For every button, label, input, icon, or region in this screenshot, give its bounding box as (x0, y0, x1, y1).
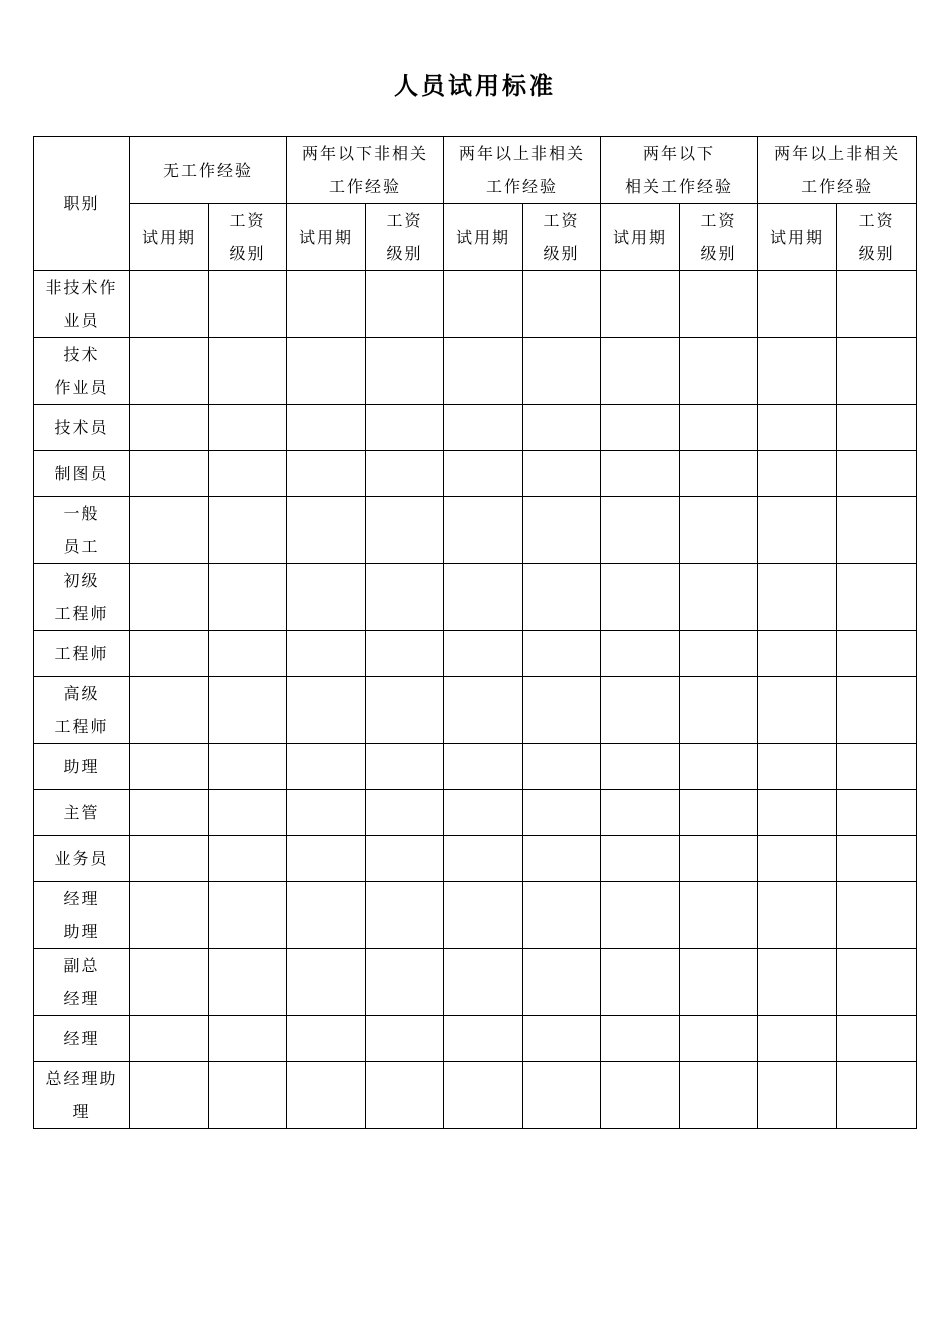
empty-value-cell[interactable] (366, 564, 444, 631)
role-header-label: 职别 (63, 194, 100, 213)
empty-value-cell[interactable] (601, 451, 680, 497)
empty-value-cell[interactable] (680, 949, 758, 1016)
subheader-trial-cell (130, 204, 209, 271)
empty-value-cell[interactable] (523, 271, 601, 338)
group-header-line2: 工作经验 (486, 177, 559, 196)
empty-value-cell[interactable] (209, 564, 287, 631)
subheader-wage-line2: 级别 (858, 244, 895, 263)
table-row (34, 882, 917, 949)
empty-value-cell[interactable] (444, 271, 523, 338)
table-body (34, 137, 917, 1129)
subheader-trial-label: 试用期 (299, 227, 354, 247)
group-header-line1: 无工作经验 (163, 160, 254, 180)
table-row (34, 631, 917, 677)
empty-value-cell[interactable] (601, 631, 680, 677)
empty-value-cell[interactable] (837, 790, 917, 836)
empty-value-cell[interactable] (758, 564, 837, 631)
role-cell (34, 405, 130, 451)
empty-value-cell[interactable] (444, 677, 523, 744)
empty-value-cell[interactable] (523, 790, 601, 836)
role-cell (34, 451, 130, 497)
empty-value-cell[interactable] (130, 1062, 209, 1129)
empty-value-cell[interactable] (444, 497, 523, 564)
header-row-groups (34, 137, 917, 204)
group-header-line2: 工作经验 (801, 177, 874, 196)
empty-value-cell[interactable] (287, 271, 366, 338)
empty-value-cell[interactable] (523, 949, 601, 1016)
empty-value-cell[interactable] (209, 1062, 287, 1129)
role-label-line2: 员工 (63, 537, 100, 556)
empty-value-cell[interactable] (130, 949, 209, 1016)
subheader-trial-label: 试用期 (770, 227, 825, 247)
role-cell (34, 744, 130, 790)
empty-value-cell[interactable] (366, 1062, 444, 1129)
empty-value-cell[interactable] (680, 836, 758, 882)
empty-value-cell[interactable] (601, 836, 680, 882)
empty-value-cell[interactable] (366, 271, 444, 338)
empty-value-cell[interactable] (523, 744, 601, 790)
subheader-wage-line2: 级别 (229, 244, 266, 263)
empty-value-cell[interactable] (366, 882, 444, 949)
empty-value-cell[interactable] (680, 1016, 758, 1062)
empty-value-cell[interactable] (130, 405, 209, 451)
empty-value-cell[interactable] (758, 631, 837, 677)
empty-value-cell[interactable] (366, 790, 444, 836)
role-label-line1: 助理 (63, 757, 100, 776)
role-label-line1: 一般 (63, 504, 100, 523)
empty-value-cell[interactable] (366, 338, 444, 405)
empty-value-cell[interactable] (837, 677, 917, 744)
subheader-trial-label: 试用期 (613, 227, 668, 247)
empty-value-cell[interactable] (680, 744, 758, 790)
empty-value-cell[interactable] (287, 564, 366, 631)
empty-value-cell[interactable] (680, 790, 758, 836)
empty-value-cell[interactable] (444, 790, 523, 836)
empty-value-cell[interactable] (758, 497, 837, 564)
role-label-line2: 工程师 (54, 717, 109, 736)
role-label-line1: 副总 (63, 956, 100, 975)
role-cell (34, 271, 130, 338)
subheader-wage-line2: 级别 (543, 244, 580, 263)
role-label-line2: 业员 (63, 311, 100, 330)
subheader-wage-cell (209, 204, 287, 271)
role-label-line2: 理 (72, 1102, 91, 1121)
empty-value-cell[interactable] (680, 451, 758, 497)
empty-value-cell[interactable] (758, 882, 837, 949)
subheader-wage-cell (837, 204, 917, 271)
empty-value-cell[interactable] (287, 677, 366, 744)
header-row-subheaders (34, 204, 917, 271)
empty-value-cell[interactable] (444, 338, 523, 405)
empty-value-cell[interactable] (130, 338, 209, 405)
role-label-line1: 技术 (63, 345, 100, 364)
role-label-line1: 业务员 (54, 849, 109, 868)
empty-value-cell[interactable] (837, 744, 917, 790)
empty-value-cell[interactable] (758, 271, 837, 338)
group-header-cell (758, 137, 917, 204)
empty-value-cell[interactable] (601, 1016, 680, 1062)
empty-value-cell[interactable] (837, 836, 917, 882)
empty-value-cell[interactable] (287, 1016, 366, 1062)
empty-value-cell[interactable] (130, 744, 209, 790)
empty-value-cell[interactable] (680, 338, 758, 405)
probation-standard-table (33, 136, 917, 1129)
empty-value-cell[interactable] (366, 949, 444, 1016)
empty-value-cell[interactable] (444, 1062, 523, 1129)
table-row (34, 1062, 917, 1129)
empty-value-cell[interactable] (523, 677, 601, 744)
empty-value-cell[interactable] (209, 836, 287, 882)
empty-value-cell[interactable] (758, 949, 837, 1016)
subheader-wage-cell (680, 204, 758, 271)
empty-value-cell[interactable] (444, 451, 523, 497)
subheader-wage-line1: 工资 (229, 211, 266, 230)
role-label-line1: 经理 (63, 889, 100, 908)
empty-value-cell[interactable] (523, 631, 601, 677)
empty-value-cell[interactable] (837, 1062, 917, 1129)
empty-value-cell[interactable] (209, 744, 287, 790)
empty-value-cell[interactable] (601, 677, 680, 744)
empty-value-cell[interactable] (601, 338, 680, 405)
subheader-wage-line1: 工资 (543, 211, 580, 230)
page-title: 人员试用标准 (394, 71, 556, 100)
group-header-cell (601, 137, 758, 204)
empty-value-cell[interactable] (287, 949, 366, 1016)
empty-value-cell[interactable] (758, 451, 837, 497)
empty-value-cell[interactable] (601, 497, 680, 564)
table-row (34, 790, 917, 836)
empty-value-cell[interactable] (130, 451, 209, 497)
empty-value-cell[interactable] (444, 882, 523, 949)
empty-value-cell[interactable] (601, 405, 680, 451)
empty-value-cell[interactable] (444, 1016, 523, 1062)
role-cell (34, 949, 130, 1016)
empty-value-cell[interactable] (209, 451, 287, 497)
empty-value-cell[interactable] (444, 836, 523, 882)
table-row (34, 497, 917, 564)
empty-value-cell[interactable] (601, 564, 680, 631)
empty-value-cell[interactable] (601, 790, 680, 836)
empty-value-cell[interactable] (837, 451, 917, 497)
empty-value-cell[interactable] (680, 405, 758, 451)
role-cell (34, 631, 130, 677)
empty-value-cell[interactable] (209, 405, 287, 451)
role-label-line2: 作业员 (54, 378, 109, 397)
role-label-line1: 主管 (63, 803, 100, 822)
empty-value-cell[interactable] (837, 497, 917, 564)
empty-value-cell[interactable] (209, 338, 287, 405)
empty-value-cell[interactable] (837, 564, 917, 631)
empty-value-cell[interactable] (209, 271, 287, 338)
role-label-line1: 初级 (63, 571, 100, 590)
empty-value-cell[interactable] (209, 631, 287, 677)
role-cell (34, 836, 130, 882)
empty-value-cell[interactable] (680, 564, 758, 631)
table-row (34, 338, 917, 405)
empty-value-cell[interactable] (287, 882, 366, 949)
role-label-line1: 技术员 (54, 418, 109, 437)
empty-value-cell[interactable] (444, 564, 523, 631)
empty-value-cell[interactable] (601, 882, 680, 949)
empty-value-cell[interactable] (758, 744, 837, 790)
empty-value-cell[interactable] (366, 836, 444, 882)
group-header-cell (130, 137, 287, 204)
empty-value-cell[interactable] (287, 338, 366, 405)
subheader-wage-line1: 工资 (700, 211, 737, 230)
empty-value-cell[interactable] (287, 405, 366, 451)
role-label-line1: 高级 (63, 684, 100, 703)
empty-value-cell[interactable] (287, 631, 366, 677)
empty-value-cell[interactable] (680, 1062, 758, 1129)
empty-value-cell[interactable] (366, 1016, 444, 1062)
empty-value-cell[interactable] (680, 631, 758, 677)
empty-value-cell[interactable] (680, 271, 758, 338)
group-header-line2: 工作经验 (329, 177, 402, 196)
empty-value-cell[interactable] (444, 405, 523, 451)
empty-value-cell[interactable] (837, 882, 917, 949)
empty-value-cell[interactable] (523, 1016, 601, 1062)
subheader-wage-cell (523, 204, 601, 271)
group-header-cell (287, 137, 444, 204)
empty-value-cell[interactable] (523, 836, 601, 882)
empty-value-cell[interactable] (523, 451, 601, 497)
subheader-trial-label: 试用期 (141, 227, 196, 247)
subheader-wage-line2: 级别 (386, 244, 423, 263)
subheader-wage-line1: 工资 (858, 211, 895, 230)
empty-value-cell[interactable] (366, 677, 444, 744)
empty-value-cell[interactable] (758, 790, 837, 836)
empty-value-cell[interactable] (758, 1062, 837, 1129)
subheader-trial-cell (444, 204, 523, 271)
table-row (34, 744, 917, 790)
empty-value-cell[interactable] (287, 836, 366, 882)
empty-value-cell[interactable] (680, 497, 758, 564)
empty-value-cell[interactable] (837, 949, 917, 1016)
role-cell (34, 790, 130, 836)
empty-value-cell[interactable] (758, 405, 837, 451)
empty-value-cell[interactable] (444, 631, 523, 677)
role-label-line1: 非技术作 (45, 278, 118, 297)
empty-value-cell[interactable] (209, 882, 287, 949)
empty-value-cell[interactable] (523, 564, 601, 631)
empty-value-cell[interactable] (758, 677, 837, 744)
empty-value-cell[interactable] (209, 949, 287, 1016)
role-cell (34, 338, 130, 405)
table-row (34, 271, 917, 338)
role-label-line1: 工程师 (54, 644, 109, 663)
empty-value-cell[interactable] (130, 497, 209, 564)
empty-value-cell[interactable] (601, 271, 680, 338)
empty-value-cell[interactable] (523, 1062, 601, 1129)
group-header-line2: 相关工作经验 (625, 177, 734, 196)
empty-value-cell[interactable] (837, 338, 917, 405)
role-cell (34, 1062, 130, 1129)
group-header-line1: 两年以上非相关 (774, 144, 901, 163)
group-header-line1: 两年以下 (643, 144, 716, 163)
empty-value-cell[interactable] (837, 271, 917, 338)
empty-value-cell[interactable] (758, 836, 837, 882)
empty-value-cell[interactable] (837, 631, 917, 677)
empty-value-cell[interactable] (366, 744, 444, 790)
subheader-trial-cell (287, 204, 366, 271)
empty-value-cell[interactable] (287, 790, 366, 836)
empty-value-cell[interactable] (366, 405, 444, 451)
role-cell (34, 882, 130, 949)
empty-value-cell[interactable] (130, 1016, 209, 1062)
empty-value-cell[interactable] (523, 338, 601, 405)
role-header-cell (34, 137, 130, 271)
table-row (34, 405, 917, 451)
empty-value-cell[interactable] (680, 677, 758, 744)
subheader-wage-cell (366, 204, 444, 271)
empty-value-cell[interactable] (130, 836, 209, 882)
empty-value-cell[interactable] (130, 882, 209, 949)
role-label-line1: 经理 (63, 1029, 100, 1048)
empty-value-cell[interactable] (209, 677, 287, 744)
empty-value-cell[interactable] (209, 497, 287, 564)
empty-value-cell[interactable] (837, 1016, 917, 1062)
empty-value-cell[interactable] (287, 451, 366, 497)
role-label-line1: 制图员 (54, 464, 109, 483)
role-label-line2: 经理 (63, 989, 100, 1008)
subheader-trial-label: 试用期 (456, 227, 511, 247)
empty-value-cell[interactable] (758, 1016, 837, 1062)
empty-value-cell[interactable] (130, 564, 209, 631)
role-label-line1: 总经理助 (45, 1069, 118, 1088)
empty-value-cell[interactable] (287, 497, 366, 564)
empty-value-cell[interactable] (523, 405, 601, 451)
role-label-line2: 助理 (63, 922, 100, 941)
table-row (34, 949, 917, 1016)
role-cell (34, 564, 130, 631)
subheader-trial-cell (758, 204, 837, 271)
empty-value-cell[interactable] (209, 1016, 287, 1062)
table-row (34, 1016, 917, 1062)
table-row (34, 451, 917, 497)
empty-value-cell[interactable] (758, 338, 837, 405)
empty-value-cell[interactable] (523, 497, 601, 564)
role-cell (34, 1016, 130, 1062)
group-header-line1: 两年以下非相关 (302, 144, 429, 163)
empty-value-cell[interactable] (444, 949, 523, 1016)
empty-value-cell[interactable] (366, 497, 444, 564)
table-row (34, 677, 917, 744)
empty-value-cell[interactable] (601, 949, 680, 1016)
empty-value-cell[interactable] (287, 1062, 366, 1129)
group-header-line1: 两年以上非相关 (459, 144, 586, 163)
empty-value-cell[interactable] (601, 744, 680, 790)
empty-value-cell[interactable] (209, 790, 287, 836)
empty-value-cell[interactable] (680, 882, 758, 949)
table-row (34, 836, 917, 882)
empty-value-cell[interactable] (837, 405, 917, 451)
empty-value-cell[interactable] (523, 882, 601, 949)
empty-value-cell[interactable] (130, 677, 209, 744)
empty-value-cell[interactable] (601, 1062, 680, 1129)
role-label-line2: 工程师 (54, 604, 109, 623)
subheader-wage-line2: 级别 (700, 244, 737, 263)
empty-value-cell[interactable] (366, 631, 444, 677)
empty-value-cell[interactable] (444, 744, 523, 790)
group-header-cell (444, 137, 601, 204)
empty-value-cell[interactable] (366, 451, 444, 497)
empty-value-cell[interactable] (130, 790, 209, 836)
empty-value-cell[interactable] (130, 271, 209, 338)
subheader-trial-cell (601, 204, 680, 271)
subheader-wage-line1: 工资 (386, 211, 423, 230)
role-cell (34, 497, 130, 564)
table-row (34, 564, 917, 631)
role-cell (34, 677, 130, 744)
empty-value-cell[interactable] (130, 631, 209, 677)
empty-value-cell[interactable] (287, 744, 366, 790)
